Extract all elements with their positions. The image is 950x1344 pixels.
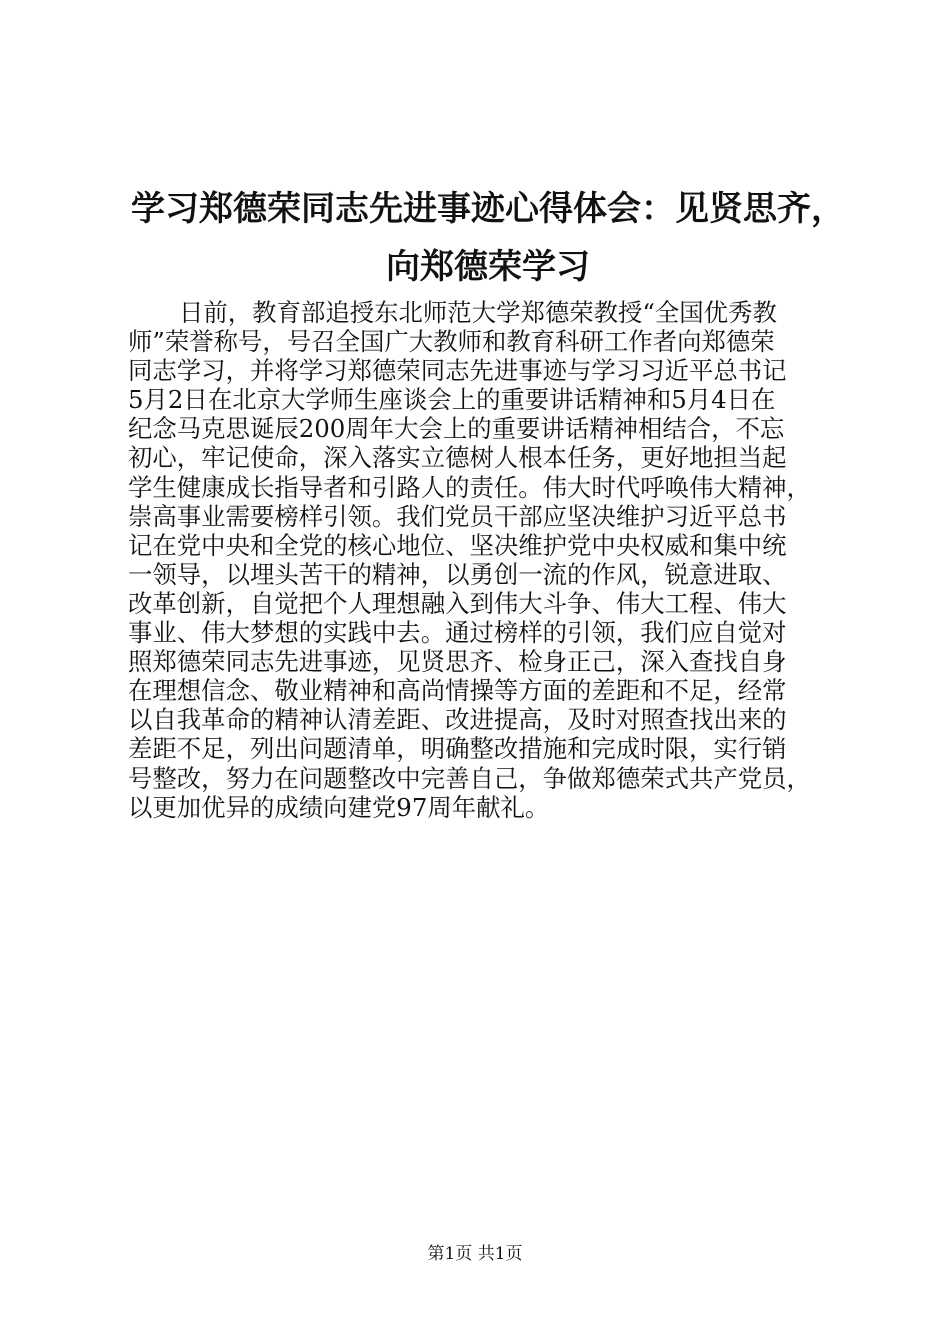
document-title [118, 180, 858, 296]
body-line: 崇高事业需要榜样引领。我们党员干部应坚决维护习近平总书 [128, 501, 787, 531]
body-line: 照郑德荣同志先进事迹，见贤思齐、检身正己，深入查找自身 [128, 647, 787, 677]
title-line: 学习郑德荣同志先进事迹心得体会：见贤思齐， [131, 189, 845, 229]
body-line: 事业、伟大梦想的实践中去。通过榜样的引领，我们应自觉对 [128, 618, 787, 648]
body-paragraph [128, 298, 834, 822]
body-line: 改革创新，自觉把个人理想融入到伟大斗争、伟大工程、伟大 [128, 588, 787, 618]
body-line: 5月2日在北京大学师生座谈会上的重要讲话精神和5月4日在 [128, 385, 776, 415]
body-line: 以自我革命的精神认清差距、改进提高，及时对照查找出来的 [128, 705, 787, 735]
title-line: 向郑德荣学习 [386, 247, 590, 287]
body-line: 一领导，以埋头苦干的精神，以勇创一流的作风，锐意进取、 [128, 559, 787, 589]
body-line: 同志学习，并将学习郑德荣同志先进事迹与学习习近平总书记 [128, 356, 787, 386]
body-line: 师”荣誉称号，号召全国广大教师和教育科研工作者向郑德荣 [128, 327, 775, 357]
page-footer: 第1页 共1页 [427, 1244, 523, 1264]
body-line: 差距不足，列出问题清单，明确整改措施和完成时限，实行销 [128, 734, 787, 764]
body-line: 号整改，努力在问题整改中完善自己，争做郑德荣式共产党员， [128, 763, 811, 793]
body-line: 以更加优异的成绩向建党97周年献礼。 [128, 792, 550, 822]
body-line: 纪念马克思诞辰200周年大会上的重要讲话精神相结合，不忘 [128, 414, 785, 444]
body-line: 记在党中央和全党的核心地位、坚决维护党中央权威和集中统 [128, 530, 787, 560]
body-line: 在理想信念、敬业精神和高尚情操等方面的差距和不足，经常 [128, 676, 787, 706]
body-line: 日前，教育部追授东北师范大学郑德荣教授“全国优秀教 [179, 298, 777, 327]
body-line: 初心，牢记使命，深入落实立德树人根本任务，更好地担当起 [128, 443, 787, 473]
body-line: 学生健康成长指导者和引路人的责任。伟大时代呼唤伟大精神， [128, 472, 811, 502]
